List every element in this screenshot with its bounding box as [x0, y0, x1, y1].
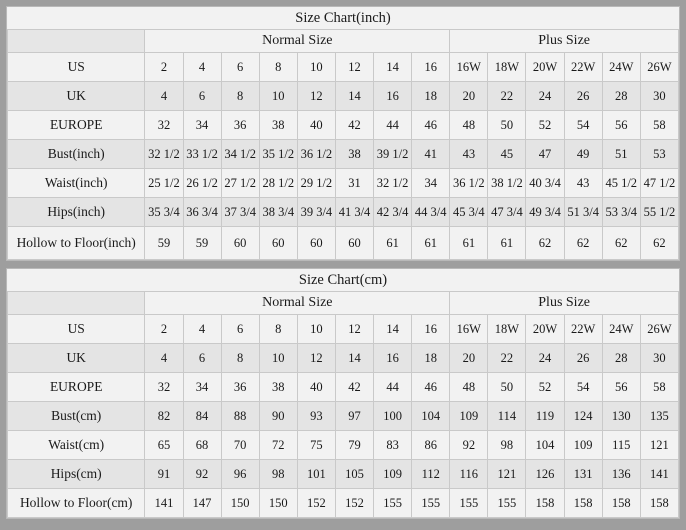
cell: 109 [564, 431, 602, 460]
cell: 119 [526, 402, 564, 431]
cell: 38 3/4 [259, 198, 297, 227]
cell: 30 [640, 82, 678, 111]
cell: 50 [488, 111, 526, 140]
row-label-waist: Waist(cm) [8, 431, 145, 460]
cell: 51 [602, 140, 640, 169]
cell: 38 [259, 373, 297, 402]
cell: 41 [412, 140, 450, 169]
cell: 16 [374, 344, 412, 373]
table-row [8, 315, 679, 344]
cell: 56 [602, 373, 640, 402]
cell: 26 1/2 [183, 169, 221, 198]
cell: 34 [412, 169, 450, 198]
cell: 54 [564, 111, 602, 140]
cell: 88 [221, 402, 259, 431]
cell: 59 [183, 227, 221, 260]
cell: 22 [488, 82, 526, 111]
cell: 62 [526, 227, 564, 260]
cell: 98 [488, 431, 526, 460]
table-row [8, 169, 679, 198]
cell: 39 3/4 [297, 198, 335, 227]
cell: 158 [640, 489, 678, 518]
cell: 53 [640, 140, 678, 169]
cell: 46 [412, 111, 450, 140]
cell: 34 [183, 111, 221, 140]
cell: 26 [564, 344, 602, 373]
cell: 124 [564, 402, 602, 431]
cell: 10 [297, 53, 335, 82]
cell: 60 [259, 227, 297, 260]
cell: 40 3/4 [526, 169, 564, 198]
row-label-europe: EUROPE [8, 111, 145, 140]
cell: 12 [335, 53, 373, 82]
cell: 61 [450, 227, 488, 260]
row-label-hollow-to-floor: Hollow to Floor(inch) [8, 227, 145, 260]
cell: 96 [221, 460, 259, 489]
cell: 33 1/2 [183, 140, 221, 169]
cell: 4 [183, 53, 221, 82]
cell: 16 [412, 53, 450, 82]
row-label-us: US [8, 315, 145, 344]
cell: 16W [450, 53, 488, 82]
table-row [8, 53, 679, 82]
cell: 24W [602, 315, 640, 344]
cell: 36 [221, 373, 259, 402]
cell: 44 [374, 111, 412, 140]
size-chart-cm [6, 268, 680, 519]
cell: 44 [374, 373, 412, 402]
cell: 62 [564, 227, 602, 260]
chart-group-row [8, 292, 679, 315]
cell: 26 [564, 82, 602, 111]
cell: 158 [602, 489, 640, 518]
cell: 90 [259, 402, 297, 431]
cell: 8 [259, 315, 297, 344]
row-label-europe: EUROPE [8, 373, 145, 402]
cell: 45 [488, 140, 526, 169]
table-row [8, 140, 679, 169]
cell: 93 [297, 402, 335, 431]
row-label-uk: UK [8, 82, 145, 111]
table-row [8, 373, 679, 402]
cell: 158 [526, 489, 564, 518]
cell: 155 [374, 489, 412, 518]
cell: 83 [374, 431, 412, 460]
cell: 155 [412, 489, 450, 518]
table-row [8, 344, 679, 373]
row-label-hips: Hips(cm) [8, 460, 145, 489]
cell: 55 1/2 [640, 198, 678, 227]
table-row [8, 402, 679, 431]
cell: 42 [335, 111, 373, 140]
cell: 48 [450, 373, 488, 402]
cell: 26W [640, 53, 678, 82]
row-label-waist: Waist(inch) [8, 169, 145, 198]
cell: 6 [221, 315, 259, 344]
cell: 49 [564, 140, 602, 169]
cell: 116 [450, 460, 488, 489]
chart-title: Size Chart(inch) [8, 7, 679, 30]
cell: 114 [488, 402, 526, 431]
cell: 86 [412, 431, 450, 460]
table-row [8, 460, 679, 489]
cell: 10 [259, 344, 297, 373]
cell: 50 [488, 373, 526, 402]
cell: 24 [526, 344, 564, 373]
cell: 36 1/2 [297, 140, 335, 169]
cell: 44 3/4 [412, 198, 450, 227]
cell: 135 [640, 402, 678, 431]
table-row [8, 489, 679, 518]
cell: 141 [145, 489, 183, 518]
group-row-spacer [8, 30, 145, 53]
cell: 60 [335, 227, 373, 260]
group-plus-size: Plus Size [450, 292, 679, 315]
cell: 92 [183, 460, 221, 489]
cell: 20W [526, 53, 564, 82]
cell: 45 1/2 [602, 169, 640, 198]
cell: 61 [374, 227, 412, 260]
cell: 152 [297, 489, 335, 518]
cell: 36 [221, 111, 259, 140]
cell: 18W [488, 315, 526, 344]
cell: 104 [412, 402, 450, 431]
cell: 105 [335, 460, 373, 489]
row-label-bust: Bust(cm) [8, 402, 145, 431]
cell: 101 [297, 460, 335, 489]
cell: 32 [145, 373, 183, 402]
cell: 35 3/4 [145, 198, 183, 227]
cell: 22 [488, 344, 526, 373]
cell: 109 [374, 460, 412, 489]
cell: 82 [145, 402, 183, 431]
group-normal-size: Normal Size [145, 30, 450, 53]
cell: 22W [564, 315, 602, 344]
cell: 34 [183, 373, 221, 402]
cell: 48 [450, 111, 488, 140]
cell: 92 [450, 431, 488, 460]
cell: 24W [602, 53, 640, 82]
cell: 16 [374, 82, 412, 111]
cell: 97 [335, 402, 373, 431]
cell: 16 [412, 315, 450, 344]
cell: 6 [221, 53, 259, 82]
cell: 72 [259, 431, 297, 460]
cell: 27 1/2 [221, 169, 259, 198]
cell: 35 1/2 [259, 140, 297, 169]
cell: 58 [640, 373, 678, 402]
cell: 155 [488, 489, 526, 518]
table-row [8, 82, 679, 111]
cell: 43 [564, 169, 602, 198]
cell: 53 3/4 [602, 198, 640, 227]
chart-title-row [8, 7, 679, 30]
cell: 112 [412, 460, 450, 489]
cell: 121 [640, 431, 678, 460]
cell: 75 [297, 431, 335, 460]
cell: 54 [564, 373, 602, 402]
cell: 10 [259, 82, 297, 111]
cell: 45 3/4 [450, 198, 488, 227]
cell: 58 [640, 111, 678, 140]
cell: 56 [602, 111, 640, 140]
cell: 6 [183, 82, 221, 111]
cell: 8 [221, 344, 259, 373]
cell: 39 1/2 [374, 140, 412, 169]
chart-title: Size Chart(cm) [8, 269, 679, 292]
cell: 29 1/2 [297, 169, 335, 198]
cell: 104 [526, 431, 564, 460]
cell: 14 [374, 53, 412, 82]
cell: 28 [602, 82, 640, 111]
cell: 70 [221, 431, 259, 460]
cell: 36 3/4 [183, 198, 221, 227]
cell: 47 [526, 140, 564, 169]
cell: 152 [335, 489, 373, 518]
cell: 60 [297, 227, 335, 260]
cell: 12 [297, 82, 335, 111]
cell: 121 [488, 460, 526, 489]
cell: 14 [374, 315, 412, 344]
cell: 59 [145, 227, 183, 260]
cell: 24 [526, 82, 564, 111]
cell: 136 [602, 460, 640, 489]
cell: 4 [145, 344, 183, 373]
cell: 26W [640, 315, 678, 344]
cell: 32 1/2 [374, 169, 412, 198]
cell: 40 [297, 373, 335, 402]
cell: 22W [564, 53, 602, 82]
cell: 30 [640, 344, 678, 373]
cell: 49 3/4 [526, 198, 564, 227]
group-normal-size: Normal Size [145, 292, 450, 315]
table-row [8, 111, 679, 140]
cell: 38 [259, 111, 297, 140]
cell: 8 [221, 82, 259, 111]
cell: 46 [412, 373, 450, 402]
size-chart-cm-table [7, 269, 679, 518]
cell: 79 [335, 431, 373, 460]
cell: 68 [183, 431, 221, 460]
cell: 61 [488, 227, 526, 260]
table-row [8, 431, 679, 460]
chart-group-row [8, 30, 679, 53]
cell: 8 [259, 53, 297, 82]
cell: 155 [450, 489, 488, 518]
cell: 52 [526, 111, 564, 140]
row-label-hollow-to-floor: Hollow to Floor(cm) [8, 489, 145, 518]
cell: 84 [183, 402, 221, 431]
cell: 4 [145, 82, 183, 111]
cell: 38 [335, 140, 373, 169]
row-label-bust: Bust(inch) [8, 140, 145, 169]
cell: 52 [526, 373, 564, 402]
cell: 28 [602, 344, 640, 373]
cell: 12 [335, 315, 373, 344]
cell: 20 [450, 344, 488, 373]
cell: 10 [297, 315, 335, 344]
cell: 32 1/2 [145, 140, 183, 169]
cell: 62 [640, 227, 678, 260]
cell: 130 [602, 402, 640, 431]
cell: 28 1/2 [259, 169, 297, 198]
cell: 43 [450, 140, 488, 169]
cell: 2 [145, 315, 183, 344]
cell: 41 3/4 [335, 198, 373, 227]
cell: 2 [145, 53, 183, 82]
cell: 18 [412, 82, 450, 111]
cell: 141 [640, 460, 678, 489]
cell: 25 1/2 [145, 169, 183, 198]
cell: 150 [221, 489, 259, 518]
cell: 62 [602, 227, 640, 260]
cell: 42 3/4 [374, 198, 412, 227]
cell: 38 1/2 [488, 169, 526, 198]
cell: 20W [526, 315, 564, 344]
cell: 42 [335, 373, 373, 402]
cell: 40 [297, 111, 335, 140]
size-chart-inch [6, 6, 680, 261]
cell: 16W [450, 315, 488, 344]
cell: 61 [412, 227, 450, 260]
cell: 31 [335, 169, 373, 198]
cell: 65 [145, 431, 183, 460]
cell: 98 [259, 460, 297, 489]
cell: 12 [297, 344, 335, 373]
table-row [8, 227, 679, 260]
group-row-spacer [8, 292, 145, 315]
cell: 115 [602, 431, 640, 460]
cell: 150 [259, 489, 297, 518]
row-label-hips: Hips(inch) [8, 198, 145, 227]
cell: 91 [145, 460, 183, 489]
cell: 47 3/4 [488, 198, 526, 227]
cell: 14 [335, 344, 373, 373]
cell: 20 [450, 82, 488, 111]
cell: 6 [183, 344, 221, 373]
cell: 36 1/2 [450, 169, 488, 198]
cell: 14 [335, 82, 373, 111]
cell: 4 [183, 315, 221, 344]
cell: 37 3/4 [221, 198, 259, 227]
cell: 158 [564, 489, 602, 518]
cell: 60 [221, 227, 259, 260]
cell: 18 [412, 344, 450, 373]
table-row [8, 198, 679, 227]
cell: 100 [374, 402, 412, 431]
row-label-us: US [8, 53, 145, 82]
cell: 32 [145, 111, 183, 140]
cell: 109 [450, 402, 488, 431]
size-chart-inch-table [7, 7, 679, 260]
cell: 147 [183, 489, 221, 518]
row-label-uk: UK [8, 344, 145, 373]
cell: 18W [488, 53, 526, 82]
cell: 51 3/4 [564, 198, 602, 227]
cell: 126 [526, 460, 564, 489]
cell: 131 [564, 460, 602, 489]
group-plus-size: Plus Size [450, 30, 679, 53]
chart-title-row [8, 269, 679, 292]
cell: 47 1/2 [640, 169, 678, 198]
cell: 34 1/2 [221, 140, 259, 169]
